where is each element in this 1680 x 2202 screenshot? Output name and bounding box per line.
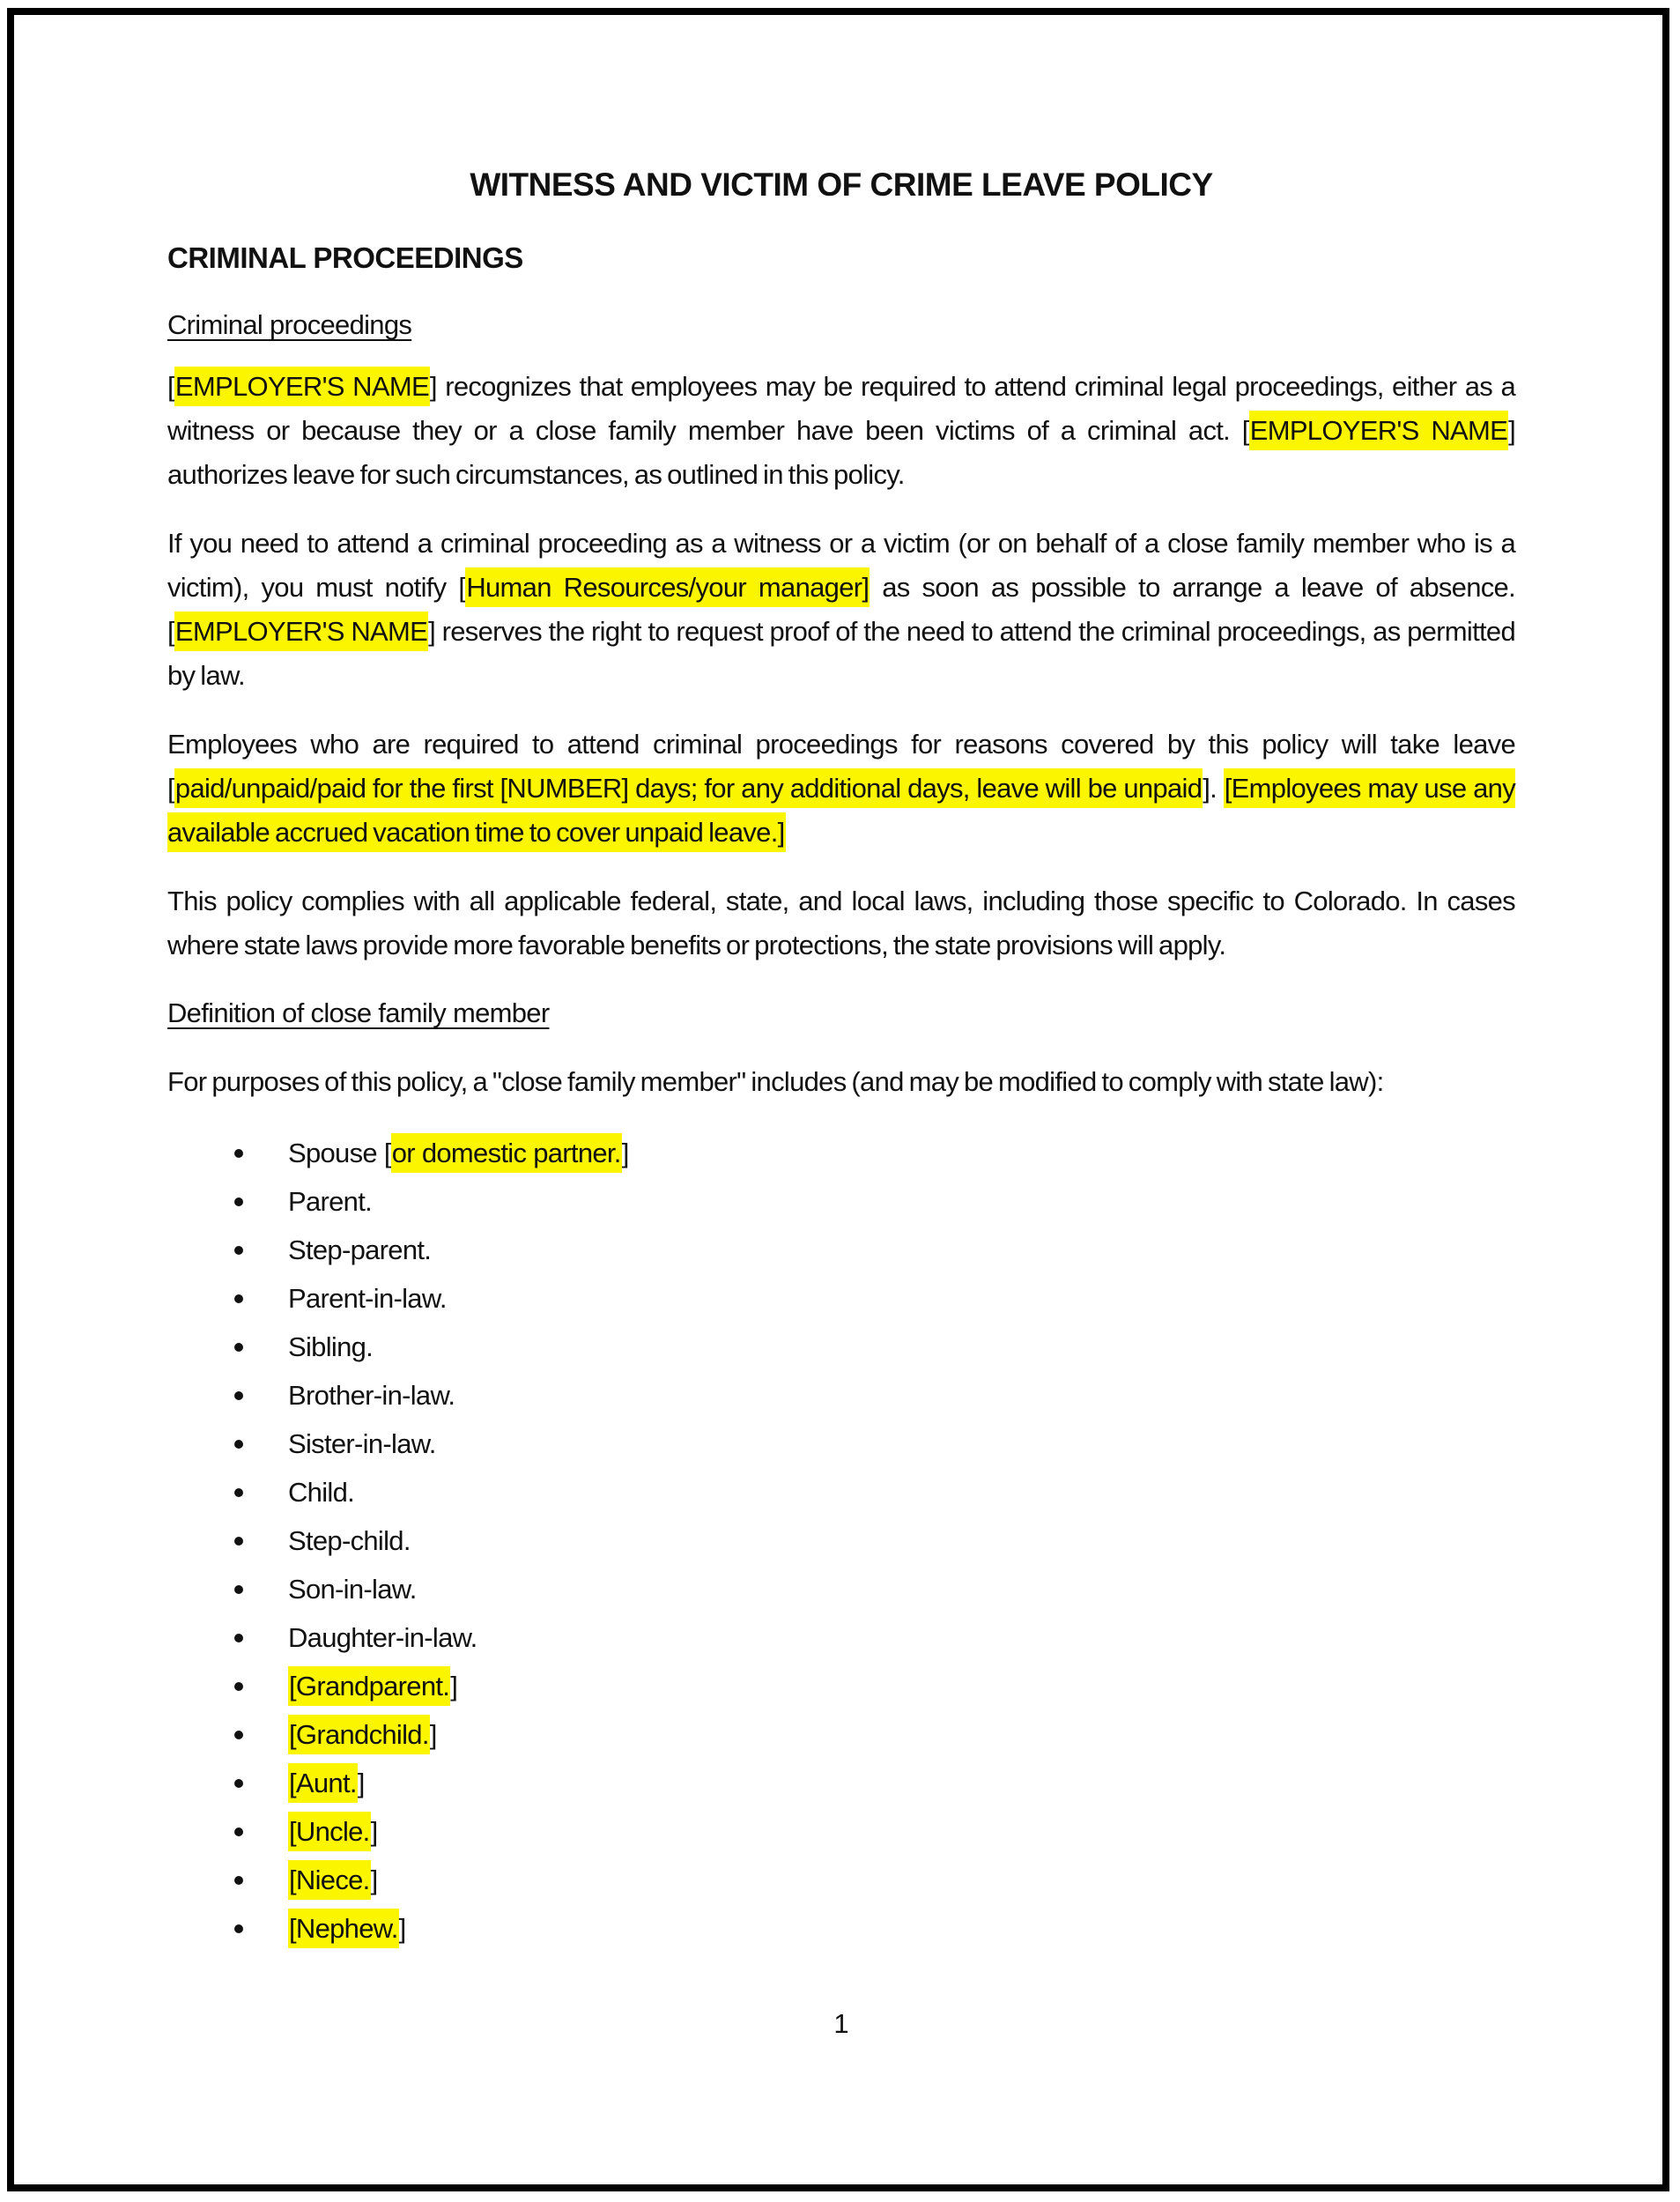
text-segment: If you need to attend a criminal proceeding as a witness or a victim (or on behalf of a close family member who is a victim), you must notify [	[167, 528, 1515, 603]
family-member-list-item	[167, 1177, 1515, 1226]
family-member-list-item	[167, 1420, 1515, 1468]
highlighted-text: EMPLOYER'S NAME	[174, 367, 430, 406]
text-segment: Step-child.	[288, 1525, 411, 1556]
family-member-list-item	[167, 1613, 1515, 1662]
text-segment: Brother-in-law.	[288, 1380, 455, 1411]
paragraph-notification-procedure	[167, 522, 1515, 698]
text-segment: Parent-in-law.	[288, 1283, 447, 1314]
heading-criminal-proceedings: CRIMINAL PROCEEDINGS	[167, 241, 523, 274]
paragraph-leave-pay-terms	[167, 723, 1515, 855]
family-member-list-item	[167, 1371, 1515, 1420]
text-segment: Spouse [	[288, 1138, 391, 1168]
subheading-criminal-proceedings: Criminal proceedings	[167, 309, 412, 340]
family-member-list-item	[167, 1565, 1515, 1613]
text-segment: Parent.	[288, 1186, 373, 1217]
highlighted-text: [Grandchild.	[288, 1715, 430, 1754]
text-segment: For purposes of this policy, a "close family member" includes (and may be modified to comply with state law):	[167, 1066, 1384, 1097]
family-member-list-item	[167, 1904, 1515, 1953]
highlighted-text: EMPLOYER'S NAME	[174, 612, 428, 651]
highlighted-text: [Nephew.	[288, 1909, 399, 1948]
paragraph-definition-intro	[167, 1060, 1515, 1104]
highlighted-text: [Employees may use any available accrued vacation time to cover unpaid leave.]	[167, 768, 1515, 852]
highlighted-text: [Uncle.	[288, 1812, 371, 1851]
highlighted-text: EMPLOYER'S NAME	[1249, 411, 1508, 450]
text-segment: Daughter-in-law.	[288, 1622, 477, 1653]
text-segment: Employees who are required to attend criminal proceedings for reasons covered by this policy will take leave [	[167, 729, 1515, 804]
highlighted-text: [Aunt.	[288, 1763, 358, 1803]
family-member-list-item	[167, 1516, 1515, 1565]
family-member-list-item	[167, 1274, 1515, 1323]
highlighted-text: Human Resources/your manager]	[465, 567, 870, 607]
text-segment: This policy complies with all applicable federal, state, and local laws, including those specific to Colorado. In cases where state laws provide more favorable benefits or protections, the state provisions will apply.	[167, 886, 1515, 960]
text-segment: ]	[370, 1865, 378, 1895]
text-segment: ]	[357, 1768, 365, 1798]
paragraph-law-compliance	[167, 879, 1515, 968]
text-segment: Child.	[288, 1477, 355, 1508]
text-segment: ]	[429, 1719, 437, 1750]
family-member-list-item	[167, 1129, 1515, 1177]
family-member-list-item	[167, 1323, 1515, 1371]
text-segment: ]	[621, 1138, 629, 1168]
document-title: WITNESS AND VICTIM OF CRIME LEAVE POLICY	[470, 167, 1213, 203]
family-member-list-item	[167, 1856, 1515, 1904]
subheading-definition-close-family-member: Definition of close family member	[167, 997, 550, 1028]
family-member-list-item	[167, 1807, 1515, 1856]
highlighted-text: paid/unpaid/paid for the first [NUMBER] days; for any additional days, leave will be unpaid	[174, 768, 1203, 808]
paragraph-employer-recognition	[167, 365, 1515, 497]
text-segment: ]	[370, 1816, 378, 1847]
text-segment: Sister-in-law.	[288, 1428, 436, 1459]
text-segment: ] recognizes that employees may be required to attend criminal legal proceedings, either as a witness or because they or a close family member have been victims of a criminal act. [	[167, 371, 1515, 446]
text-segment: Sibling.	[288, 1331, 374, 1362]
text-segment: Step-parent.	[288, 1234, 432, 1265]
highlighted-text: or domestic partner.	[391, 1133, 622, 1173]
family-member-list	[167, 1129, 1515, 1953]
highlighted-text: [Niece.	[288, 1860, 371, 1900]
text-segment: ].	[1203, 773, 1224, 804]
family-member-list-item	[167, 1759, 1515, 1807]
text-segment: ] authorizes leave for such circumstances, as outlined in this policy.	[167, 415, 1516, 490]
text-segment: ] reserves the right to request proof of the need to attend the criminal proceedings, as permitted by law.	[167, 616, 1515, 691]
text-segment: [	[167, 371, 174, 402]
text-segment: Son-in-law.	[288, 1574, 417, 1605]
text-segment: ]	[398, 1913, 406, 1944]
family-member-list-item	[167, 1662, 1515, 1710]
page-number: 1	[833, 2008, 849, 2039]
highlighted-text: [Grandparent.	[288, 1666, 450, 1706]
family-member-list-item	[167, 1468, 1515, 1516]
text-segment: as soon as possible to arrange a leave of absence. [	[167, 572, 1516, 647]
family-member-list-item	[167, 1710, 1515, 1759]
family-member-list-item	[167, 1226, 1515, 1274]
text-segment: ]	[450, 1671, 458, 1702]
